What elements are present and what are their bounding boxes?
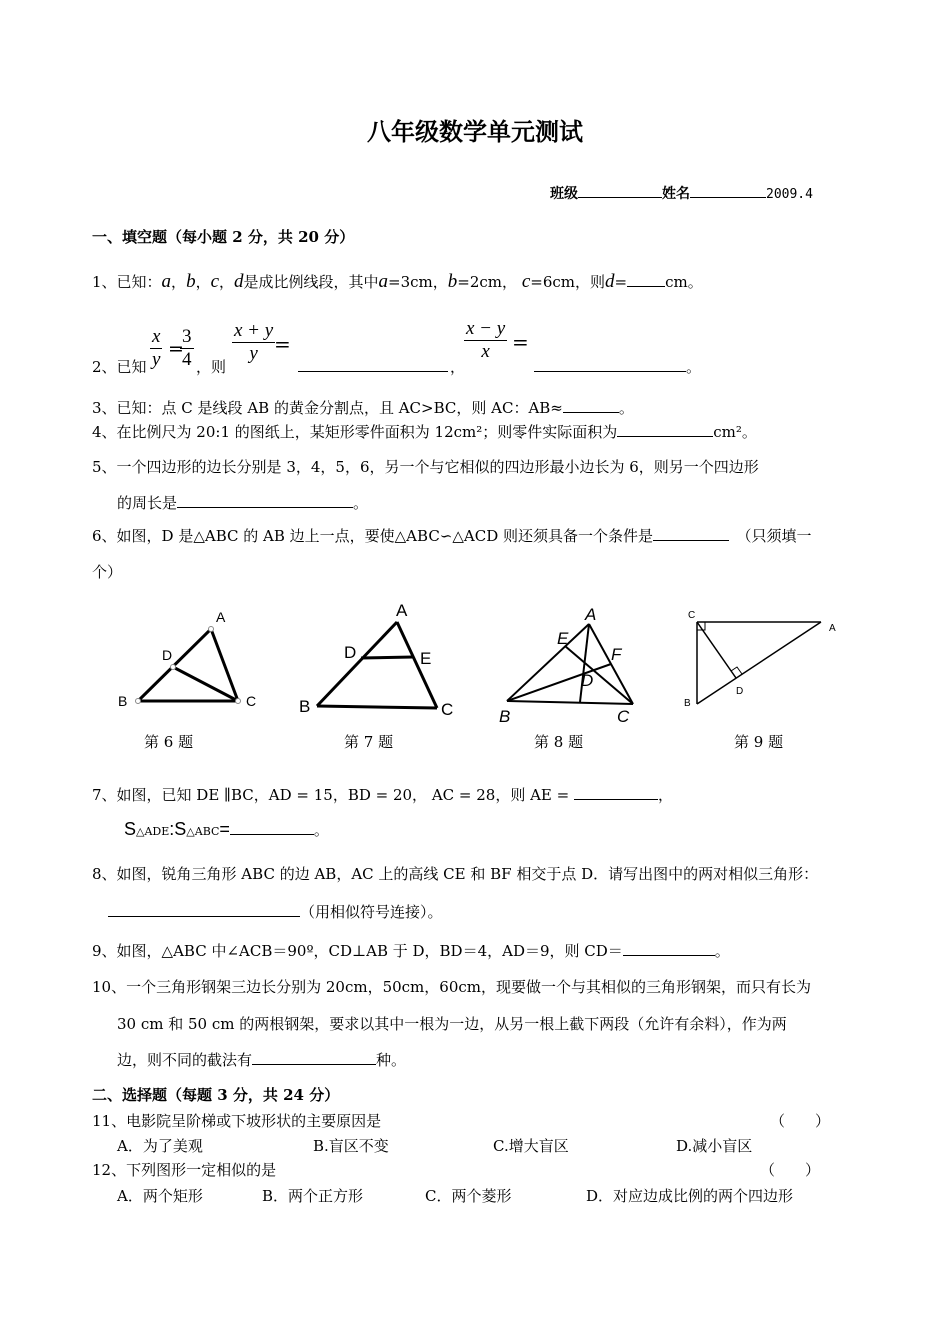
q12-option-b[interactable]: B．两个正方形 <box>262 1187 364 1205</box>
question-7-line2: S△ADE:S△ABC= 。 <box>124 819 329 839</box>
q12-option-c[interactable]: C．两个菱形 <box>425 1187 512 1205</box>
answer-blank-1[interactable] <box>627 272 665 287</box>
f6-label-c: C <box>246 693 257 709</box>
figure-9 <box>680 600 850 715</box>
f8-label-c: C <box>617 707 630 726</box>
student-info-line <box>550 183 813 203</box>
caption-fig6: 第 6 题 <box>144 733 194 751</box>
question-10-line2: 30 cm 和 50 cm 的两根钢架，要求以其中一根为一边，从另一根上截下两段（允许有余料），作为两 <box>117 1015 787 1033</box>
question-8-line2: （用相似符号连接）。 <box>108 901 443 922</box>
question-10-line1: 10、一个三角形钢架三边长分别为 20cm，50cm，60cm，现要做一个与其相似的三角形钢架，而只有长为 <box>92 978 811 996</box>
q12-option-d[interactable]: D．对应边成比例的两个四边形 <box>586 1187 794 1205</box>
f8-label-a: A <box>585 605 597 624</box>
f7-label-b: B <box>299 697 311 716</box>
question-6-line1: 6、如图，D 是△ABC 的 AB 边上一点，要使△ABC∽△ACD 则还须具备一个条件是 （只须填一 <box>92 527 812 545</box>
page-title: 八年级数学单元测试 <box>367 117 583 146</box>
f9-label-c: C <box>688 610 696 621</box>
f9-label-d: D <box>736 686 744 697</box>
f6-label-b: B <box>118 693 128 709</box>
question-4: 4、在比例尺为 20:1 的图纸上，某矩形零件面积为 12cm²；则零件实际面积为 cm²。 <box>92 423 757 441</box>
question-12-answer-paren[interactable]: （ ） <box>760 1161 821 1179</box>
question-11-answer-paren[interactable]: （ ） <box>770 1112 831 1130</box>
q11-option-a[interactable]: A．为了美观 <box>117 1137 203 1155</box>
f8-label-d: D <box>581 671 594 690</box>
f8-label-b: B <box>499 707 511 726</box>
answer-blank-6[interactable] <box>653 526 729 541</box>
answer-blank-10[interactable] <box>252 1050 376 1065</box>
question-8-line1: 8、如图，锐角三角形 ABC 的边 AB，AC 上的高线 CE 和 BF 相交于点 D．请写出图中的两对相似三角形： <box>92 865 819 883</box>
q11-option-b[interactable]: B.盲区不变 <box>313 1137 389 1155</box>
answer-blank-3[interactable] <box>563 398 619 413</box>
figure-7 <box>295 598 465 720</box>
answer-blank-2a[interactable] <box>298 357 448 372</box>
caption-fig9: 第 9 题 <box>734 733 784 751</box>
name-blank[interactable] <box>690 183 766 198</box>
answer-blank-8[interactable] <box>108 902 300 917</box>
answer-blank-2b[interactable] <box>534 357 686 372</box>
class-blank[interactable] <box>578 183 662 198</box>
section2-heading: 二、选择题（每题 3 分，共 24 分） <box>92 1086 340 1104</box>
f8-label-e: E <box>557 629 569 648</box>
q12-option-a[interactable]: A．两个矩形 <box>117 1187 203 1205</box>
question-6-line2: 个） <box>92 563 123 581</box>
figure-8 <box>493 600 653 728</box>
test-date: 2009.4 <box>766 187 813 202</box>
answer-blank-4[interactable] <box>617 422 713 437</box>
answer-blank-5[interactable] <box>177 493 353 508</box>
f8-label-f: F <box>611 645 622 664</box>
f7-label-e: E <box>420 649 432 668</box>
question-5-line1: 5、一个四边形的边长分别是 3，4，5，6，另一个与它相似的四边形最小边长为 6，则另一个四边形 <box>92 458 759 476</box>
question-5-line2: 的周长是 。 <box>117 494 369 512</box>
question-10-line3: 边，则不同的截法有 种。 <box>117 1051 407 1069</box>
f6-label-d: D <box>162 647 173 663</box>
question-3: 3、已知：点 C 是线段 AB 的黄金分割点，且 AC>BC，则 AC：AB≈ 。 <box>92 399 634 417</box>
question-12: 12、下列图形一定相似的是 <box>92 1161 277 1179</box>
f9-label-a: A <box>829 623 836 634</box>
answer-blank-7b[interactable] <box>230 818 314 835</box>
f7-label-a: A <box>396 601 408 620</box>
class-label: 班级 <box>550 186 578 202</box>
question-11: 11、电影院呈阶梯或下坡形状的主要原因是 <box>92 1112 382 1130</box>
figure-6 <box>110 600 270 720</box>
name-label: 姓名 <box>662 186 690 202</box>
f7-label-d: D <box>344 643 357 662</box>
f6-label-a: A <box>216 609 226 625</box>
answer-blank-9[interactable] <box>623 941 715 956</box>
question-1: 1、已知：a，b，c，d是成比例线段，其中a=3cm，b=2cm， c=6cm，则d= cm。 <box>92 271 703 292</box>
answer-blank-7a[interactable] <box>574 785 658 800</box>
q11-option-c[interactable]: C.增大盲区 <box>493 1137 569 1155</box>
section1-heading: 一、填空题（每小题 2 分，共 20 分） <box>92 228 355 246</box>
q11-option-d[interactable]: D.减小盲区 <box>676 1137 753 1155</box>
question-7-line1: 7、如图，已知 DE ∥BC，AD = 15，BD = 20， AC = 28，则 AE = ， <box>92 786 674 804</box>
caption-fig7: 第 7 题 <box>344 733 394 751</box>
f7-label-c: C <box>441 700 454 719</box>
caption-fig8: 第 8 题 <box>534 733 584 751</box>
question-9: 9、如图，△ABC 中∠ACB＝90º，CD⊥AB 于 D，BD＝4，AD＝9，则 CD＝ 。 <box>92 942 730 960</box>
f9-label-b: B <box>684 698 691 709</box>
